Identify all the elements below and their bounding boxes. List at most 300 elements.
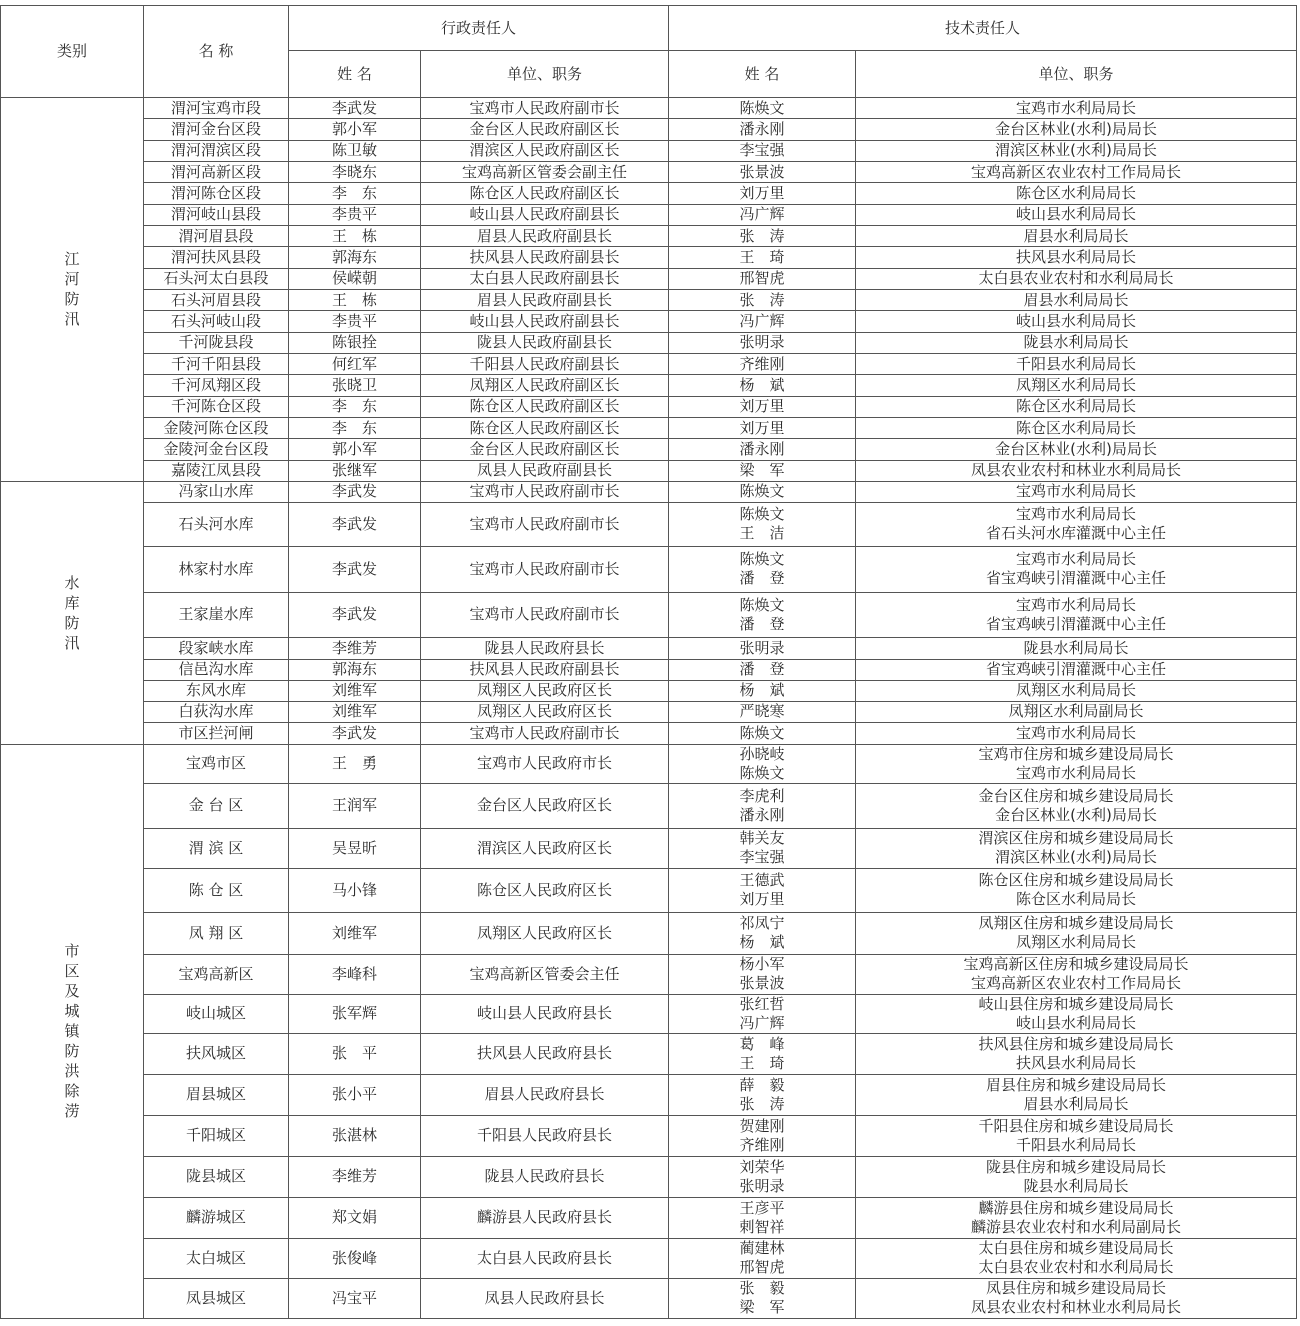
admin-name-cell: 王润军: [289, 783, 421, 828]
tech-name-cell: [669, 659, 856, 680]
admin-name-cell: 郭海东: [289, 659, 421, 680]
admin-title-cell: 凤县人民政府县长: [421, 1278, 669, 1318]
project-name-cell: 扶风城区: [144, 1033, 289, 1074]
tech-person-name: 刘万里: [739, 418, 785, 437]
tech-title-cell: [856, 1197, 1297, 1238]
tech-person-name: 张景波: [739, 162, 785, 181]
tech-person-name: 潘 登: [739, 660, 785, 679]
tech-name-cell: [669, 161, 856, 182]
tech-title-cell: [856, 1238, 1297, 1278]
admin-title-cell: 凤翔区人民政府副区长: [421, 375, 669, 396]
tech-person-name: 冯广辉: [739, 205, 785, 224]
admin-name-cell: 陈银拴: [289, 332, 421, 353]
admin-name-cell: 张 平: [289, 1033, 421, 1074]
tech-person-name: 陈焕文: [739, 505, 785, 524]
project-name-cell: 凤县城区: [144, 1278, 289, 1318]
admin-name-cell: 郭小军: [289, 439, 421, 460]
tech-title-cell: [856, 637, 1297, 659]
admin-title-cell: 陈仓区人民政府区长: [421, 868, 669, 912]
project-name-cell: 千河凤翔区段: [144, 375, 289, 396]
table-row: [1, 701, 1297, 722]
tech-person-title: 凤翔区水利局局长: [1016, 681, 1137, 700]
table-row: [1, 247, 1297, 268]
tech-title-cell: [856, 828, 1297, 868]
admin-title-cell: 岐山县人民政府县长: [421, 994, 669, 1033]
tech-name-cell: [669, 332, 856, 353]
category-cell: [1, 744, 144, 1318]
admin-name-cell: 刘维军: [289, 912, 421, 954]
tech-title-cell: [856, 659, 1297, 680]
tech-person-name: 张 涛: [739, 1094, 785, 1113]
admin-title-cell: 陇县人民政府县长: [421, 1156, 669, 1197]
admin-name-cell: 李武发: [289, 592, 421, 637]
tech-person-name: 张红哲: [739, 994, 785, 1013]
tech-name-cell: [669, 1197, 856, 1238]
tech-person-name: 刘万里: [739, 890, 785, 909]
tech-person-title: 凤翔区水利局副局长: [1008, 702, 1144, 721]
tech-name-cell: [669, 225, 856, 246]
admin-name-cell: 王 勇: [289, 744, 421, 783]
table-row: [1, 439, 1297, 460]
tech-person-name: 陈焕文: [739, 98, 785, 117]
tech-name-cell: [669, 1238, 856, 1278]
table-row: [1, 183, 1297, 204]
admin-name-cell: 张晓卫: [289, 375, 421, 396]
project-name-cell: 岐山城区: [144, 994, 289, 1033]
project-name-cell: 石头河太白县段: [144, 268, 289, 289]
project-name-cell: 渭河金台区段: [144, 119, 289, 140]
header-name: 名 称: [144, 6, 289, 98]
admin-name-cell: 马小锋: [289, 868, 421, 912]
tech-person-title: 省宝鸡峡引渭灌溉中心主任: [986, 614, 1167, 633]
project-name-cell: 金 台 区: [144, 783, 289, 828]
tech-person-title: 眉县水利局局长: [1023, 290, 1129, 309]
tech-person-name: 杨 斌: [739, 933, 785, 952]
admin-name-cell: 郭小军: [289, 119, 421, 140]
tech-person-title: 千阳县水利局局长: [1016, 354, 1137, 373]
category-label: 市区及城镇防洪除涝: [64, 942, 80, 1121]
table-row: [1, 637, 1297, 659]
tech-person-title: 眉县水利局局长: [1023, 226, 1129, 245]
tech-person-title: 宝鸡市水利局局长: [1016, 505, 1137, 524]
tech-person-title: 陇县水利局局长: [1023, 638, 1129, 657]
tech-name-cell: [669, 994, 856, 1033]
tech-person-title: 宝鸡市水利局局长: [1016, 482, 1137, 501]
tech-person-name: 冯广辉: [739, 1013, 785, 1032]
table-row: [1, 1197, 1297, 1238]
table-row: [1, 332, 1297, 353]
tech-person-title: 渭滨区林业(水利)局局长: [995, 848, 1157, 867]
table-row: [1, 502, 1297, 546]
tech-name-cell: [669, 828, 856, 868]
tech-person-title: 麟游县农业农村和水利局副局长: [971, 1217, 1182, 1236]
tech-title-cell: [856, 1278, 1297, 1318]
responsibility-table: [0, 5, 1297, 1319]
tech-person-name: 张 毅: [739, 1279, 785, 1298]
tech-title-cell: [856, 396, 1297, 417]
admin-title-cell: 麟游县人民政府县长: [421, 1197, 669, 1238]
tech-person-name: 王 琦: [739, 247, 785, 266]
table-row: [1, 289, 1297, 310]
tech-name-cell: [669, 268, 856, 289]
tech-title-cell: [856, 460, 1297, 481]
tech-person-name: 李虎利: [739, 786, 785, 805]
table-row: [1, 375, 1297, 396]
tech-person-title: 岐山县水利局局长: [1016, 1013, 1137, 1032]
admin-name-cell: 王 栋: [289, 225, 421, 246]
tech-name-cell: [669, 289, 856, 310]
admin-name-cell: 郑文娟: [289, 1197, 421, 1238]
admin-name-cell: 冯宝平: [289, 1278, 421, 1318]
admin-name-cell: 何红军: [289, 353, 421, 374]
tech-person-title: 渭滨区林业(水利)局局长: [995, 141, 1157, 160]
tech-person-name: 陈焕文: [739, 550, 785, 569]
admin-name-cell: 李贵平: [289, 311, 421, 332]
tech-title-cell: [856, 1074, 1297, 1115]
admin-title-cell: 眉县人民政府县长: [421, 1074, 669, 1115]
admin-title-cell: 宝鸡市人民政府副市长: [421, 546, 669, 592]
admin-title-cell: 宝鸡高新区管委会主任: [421, 954, 669, 994]
admin-name-cell: 张军辉: [289, 994, 421, 1033]
table-row: [1, 204, 1297, 225]
tech-person-name: 齐维刚: [739, 1135, 785, 1154]
project-name-cell: 麟游城区: [144, 1197, 289, 1238]
admin-title-cell: 千阳县人民政府县长: [421, 1115, 669, 1156]
tech-title-cell: [856, 247, 1297, 268]
project-name-cell: 陇县城区: [144, 1156, 289, 1197]
tech-person-title: 凤县住房和城乡建设局局长: [986, 1279, 1167, 1298]
project-name-cell: 千河陈仓区段: [144, 396, 289, 417]
admin-title-cell: 太白县人民政府县长: [421, 1238, 669, 1278]
admin-title-cell: 千阳县人民政府副县长: [421, 353, 669, 374]
tech-name-cell: [669, 1115, 856, 1156]
tech-title-cell: [856, 954, 1297, 994]
admin-title-cell: 眉县人民政府副县长: [421, 289, 669, 310]
tech-person-title: 麟游县住房和城乡建设局局长: [978, 1198, 1174, 1217]
tech-person-name: 杨 斌: [739, 375, 785, 394]
admin-title-cell: 陇县人民政府县长: [421, 637, 669, 659]
tech-person-name: 刘荣华: [739, 1157, 785, 1176]
tech-title-cell: [856, 183, 1297, 204]
tech-person-name: 李宝强: [739, 141, 785, 160]
table-row: [1, 1074, 1297, 1115]
project-name-cell: 信邑沟水库: [144, 659, 289, 680]
tech-person-title: 扶风县住房和城乡建设局局长: [978, 1034, 1174, 1053]
admin-name-cell: 李武发: [289, 722, 421, 744]
tech-person-title: 陈仓区水利局局长: [1016, 890, 1137, 909]
table-header: [1, 6, 1297, 98]
header-admin-person-name: 姓 名: [289, 51, 421, 98]
tech-person-title: 宝鸡市水利局局长: [1016, 763, 1137, 782]
table-row: [1, 460, 1297, 481]
project-name-cell: 王家崖水库: [144, 592, 289, 637]
table-row: [1, 783, 1297, 828]
table-row: [1, 1156, 1297, 1197]
admin-title-cell: 宝鸡市人民政府副市长: [421, 481, 669, 502]
project-name-cell: 眉县城区: [144, 1074, 289, 1115]
tech-title-cell: [856, 289, 1297, 310]
tech-person-name: 齐维刚: [739, 354, 785, 373]
tech-person-title: 渭滨区住房和城乡建设局局长: [978, 829, 1174, 848]
tech-person-title: 扶风县水利局局长: [1016, 1053, 1137, 1072]
admin-name-cell: 张小平: [289, 1074, 421, 1115]
project-name-cell: 冯家山水库: [144, 481, 289, 502]
admin-name-cell: 李 东: [289, 183, 421, 204]
tech-person-name: 严晓寒: [739, 702, 785, 721]
tech-name-cell: [669, 502, 856, 546]
tech-person-title: 陇县水利局局长: [1023, 1176, 1129, 1195]
project-name-cell: 宝鸡高新区: [144, 954, 289, 994]
project-name-cell: 凤 翔 区: [144, 912, 289, 954]
project-name-cell: 石头河水库: [144, 502, 289, 546]
tech-person-name: 薛 毅: [739, 1075, 785, 1094]
table-row: [1, 1115, 1297, 1156]
category-cell: [1, 98, 144, 482]
admin-title-cell: 宝鸡市人民政府副市长: [421, 502, 669, 546]
admin-name-cell: 张俊峰: [289, 1238, 421, 1278]
admin-title-cell: 宝鸡市人民政府副市长: [421, 592, 669, 637]
tech-title-cell: [856, 592, 1297, 637]
admin-name-cell: 张继军: [289, 460, 421, 481]
tech-person-name: 贺建刚: [739, 1116, 785, 1135]
tech-name-cell: [669, 311, 856, 332]
tech-name-cell: [669, 680, 856, 701]
tech-name-cell: [669, 701, 856, 722]
tech-name-cell: [669, 396, 856, 417]
admin-name-cell: 陈卫敏: [289, 140, 421, 161]
table-row: [1, 481, 1297, 502]
admin-title-cell: 渭滨区人民政府区长: [421, 828, 669, 868]
table-body: [1, 98, 1297, 1319]
tech-person-name: 剌智祥: [739, 1217, 785, 1236]
tech-person-title: 眉县水利局局长: [1023, 1094, 1129, 1113]
table-row: [1, 546, 1297, 592]
category-label: 江河防汛: [64, 250, 80, 329]
header-admin-responsible: 行政责任人: [289, 6, 669, 51]
tech-person-name: 张明录: [739, 638, 785, 657]
tech-title-cell: [856, 701, 1297, 722]
admin-title-cell: 凤翔区人民政府区长: [421, 680, 669, 701]
tech-title-cell: [856, 98, 1297, 119]
tech-person-title: 宝鸡市住房和城乡建设局局长: [978, 744, 1174, 763]
admin-title-cell: 宝鸡市人民政府市长: [421, 744, 669, 783]
tech-name-cell: [669, 119, 856, 140]
tech-person-title: 岐山县住房和城乡建设局局长: [978, 994, 1174, 1013]
admin-name-cell: 李维芳: [289, 637, 421, 659]
admin-name-cell: 李 东: [289, 417, 421, 438]
tech-name-cell: [669, 1074, 856, 1115]
table-row: [1, 1278, 1297, 1318]
tech-name-cell: [669, 783, 856, 828]
table-row: [1, 868, 1297, 912]
tech-person-title: 岐山县水利局局长: [1016, 311, 1137, 330]
admin-name-cell: 李武发: [289, 98, 421, 119]
table-row: [1, 1238, 1297, 1278]
table-row: [1, 311, 1297, 332]
tech-name-cell: [669, 592, 856, 637]
tech-person-title: 眉县住房和城乡建设局局长: [986, 1075, 1167, 1094]
tech-person-title: 宝鸡高新区农业农村工作局局长: [971, 974, 1182, 993]
tech-person-name: 邢智虎: [739, 1258, 785, 1277]
admin-title-cell: 凤翔区人民政府区长: [421, 912, 669, 954]
tech-person-title: 省石头河水库灌溉中心主任: [986, 524, 1167, 543]
tech-person-title: 陈仓区水利局局长: [1016, 183, 1137, 202]
tech-person-name: 张明录: [739, 333, 785, 352]
tech-person-title: 宝鸡市水利局局长: [1016, 98, 1137, 117]
tech-title-cell: [856, 1033, 1297, 1074]
header-tech-responsible: 技术责任人: [669, 6, 1297, 51]
project-name-cell: 渭河眉县段: [144, 225, 289, 246]
tech-person-name: 王 洁: [739, 524, 785, 543]
tech-name-cell: [669, 868, 856, 912]
table-row: [1, 225, 1297, 246]
tech-title-cell: [856, 680, 1297, 701]
tech-person-name: 张 涛: [739, 226, 785, 245]
tech-title-cell: [856, 439, 1297, 460]
tech-name-cell: [669, 183, 856, 204]
tech-person-name: 陈焕文: [739, 595, 785, 614]
admin-title-cell: 陇县人民政府副县长: [421, 332, 669, 353]
admin-title-cell: 扶风县人民政府副县长: [421, 247, 669, 268]
tech-person-name: 刘万里: [739, 397, 785, 416]
tech-person-title: 千阳县住房和城乡建设局局长: [978, 1116, 1174, 1135]
tech-title-cell: [856, 481, 1297, 502]
tech-person-name: 葛 峰: [739, 1034, 785, 1053]
project-name-cell: 林家村水库: [144, 546, 289, 592]
tech-person-name: 韩关友: [739, 829, 785, 848]
tech-person-name: 梁 军: [739, 461, 785, 480]
tech-person-title: 省宝鸡峡引渭灌溉中心主任: [986, 569, 1167, 588]
tech-person-title: 凤翔区住房和城乡建设局局长: [978, 914, 1174, 933]
tech-title-cell: [856, 375, 1297, 396]
admin-title-cell: 扶风县人民政府副县长: [421, 659, 669, 680]
project-name-cell: 东风水库: [144, 680, 289, 701]
tech-title-cell: [856, 868, 1297, 912]
admin-name-cell: 李武发: [289, 502, 421, 546]
tech-person-title: 凤翔区水利局局长: [1016, 933, 1137, 952]
tech-person-name: 蔺建林: [739, 1239, 785, 1258]
table-row: [1, 828, 1297, 868]
table-row: [1, 417, 1297, 438]
tech-title-cell: [856, 912, 1297, 954]
admin-title-cell: 岐山县人民政府副县长: [421, 311, 669, 332]
tech-person-name: 陈焕文: [739, 723, 785, 742]
tech-person-title: 凤翔区水利局局长: [1016, 375, 1137, 394]
admin-name-cell: 李武发: [289, 481, 421, 502]
table-row: [1, 161, 1297, 182]
admin-name-cell: 李晓东: [289, 161, 421, 182]
project-name-cell: 石头河眉县段: [144, 289, 289, 310]
tech-person-title: 岐山县水利局局长: [1016, 205, 1137, 224]
tech-person-title: 太白县农业农村和水利局局长: [978, 269, 1174, 288]
table-row: [1, 592, 1297, 637]
tech-person-title: 陈仓区水利局局长: [1016, 397, 1137, 416]
tech-name-cell: [669, 204, 856, 225]
project-name-cell: 太白城区: [144, 1238, 289, 1278]
tech-title-cell: [856, 268, 1297, 289]
tech-title-cell: [856, 311, 1297, 332]
project-name-cell: 渭 滨 区: [144, 828, 289, 868]
table-row: [1, 680, 1297, 701]
project-name-cell: 千河千阳县段: [144, 353, 289, 374]
tech-name-cell: [669, 1278, 856, 1318]
tech-name-cell: [669, 954, 856, 994]
tech-title-cell: [856, 744, 1297, 783]
tech-name-cell: [669, 353, 856, 374]
tech-person-name: 刘万里: [739, 183, 785, 202]
table-row: [1, 268, 1297, 289]
project-name-cell: 金陵河金台区段: [144, 439, 289, 460]
tech-person-title: 金台区林业(水利)局局长: [995, 119, 1157, 138]
tech-person-name: 陈焕文: [739, 482, 785, 501]
project-name-cell: 渭河岐山县段: [144, 204, 289, 225]
admin-name-cell: 吴昱昕: [289, 828, 421, 868]
table-row: [1, 119, 1297, 140]
tech-person-name: 邢智虎: [739, 269, 785, 288]
admin-name-cell: 李 东: [289, 396, 421, 417]
admin-name-cell: 刘维军: [289, 680, 421, 701]
project-name-cell: 金陵河陈仓区段: [144, 417, 289, 438]
tech-person-name: 王德武: [739, 871, 785, 890]
header-row-top: [1, 6, 1297, 51]
tech-person-title: 陇县住房和城乡建设局局长: [986, 1157, 1167, 1176]
tech-person-name: 梁 军: [739, 1298, 785, 1317]
tech-title-cell: [856, 1115, 1297, 1156]
tech-title-cell: [856, 119, 1297, 140]
tech-person-name: 潘永刚: [739, 439, 785, 458]
tech-person-name: 张 涛: [739, 290, 785, 309]
project-name-cell: 千河陇县段: [144, 332, 289, 353]
admin-title-cell: 渭滨区人民政府副区长: [421, 140, 669, 161]
admin-name-cell: 李峰科: [289, 954, 421, 994]
header-admin-unit-title: 单位、职务: [421, 51, 669, 98]
table-row: [1, 722, 1297, 744]
table-row: [1, 396, 1297, 417]
tech-title-cell: [856, 161, 1297, 182]
tech-person-title: 金台区住房和城乡建设局局长: [978, 786, 1174, 805]
tech-name-cell: [669, 460, 856, 481]
project-name-cell: 石头河岐山段: [144, 311, 289, 332]
tech-person-name: 冯广辉: [739, 311, 785, 330]
tech-title-cell: [856, 994, 1297, 1033]
admin-name-cell: 侯嵘朝: [289, 268, 421, 289]
tech-title-cell: [856, 417, 1297, 438]
tech-person-title: 宝鸡高新区住房和城乡建设局局长: [963, 955, 1189, 974]
admin-title-cell: 宝鸡高新区管委会副主任: [421, 161, 669, 182]
admin-name-cell: 郭海东: [289, 247, 421, 268]
tech-person-name: 祁凤宁: [739, 914, 785, 933]
tech-person-name: 张明录: [739, 1176, 785, 1195]
project-name-cell: 陈 仓 区: [144, 868, 289, 912]
category-cell: [1, 481, 144, 744]
project-name-cell: 宝鸡市区: [144, 744, 289, 783]
tech-person-name: 杨 斌: [739, 681, 785, 700]
header-category: 类别: [1, 6, 144, 98]
table-row: [1, 994, 1297, 1033]
project-name-cell: 渭河陈仓区段: [144, 183, 289, 204]
tech-person-name: 潘 登: [739, 614, 785, 633]
tech-title-cell: [856, 546, 1297, 592]
tech-title-cell: [856, 1156, 1297, 1197]
tech-person-title: 扶风县水利局局长: [1016, 247, 1137, 266]
admin-name-cell: 张湛林: [289, 1115, 421, 1156]
tech-name-cell: [669, 546, 856, 592]
tech-name-cell: [669, 637, 856, 659]
tech-person-name: 潘永刚: [739, 805, 785, 824]
tech-person-name: 李宝强: [739, 848, 785, 867]
admin-title-cell: 岐山县人民政府副县长: [421, 204, 669, 225]
admin-title-cell: 凤翔区人民政府区长: [421, 701, 669, 722]
